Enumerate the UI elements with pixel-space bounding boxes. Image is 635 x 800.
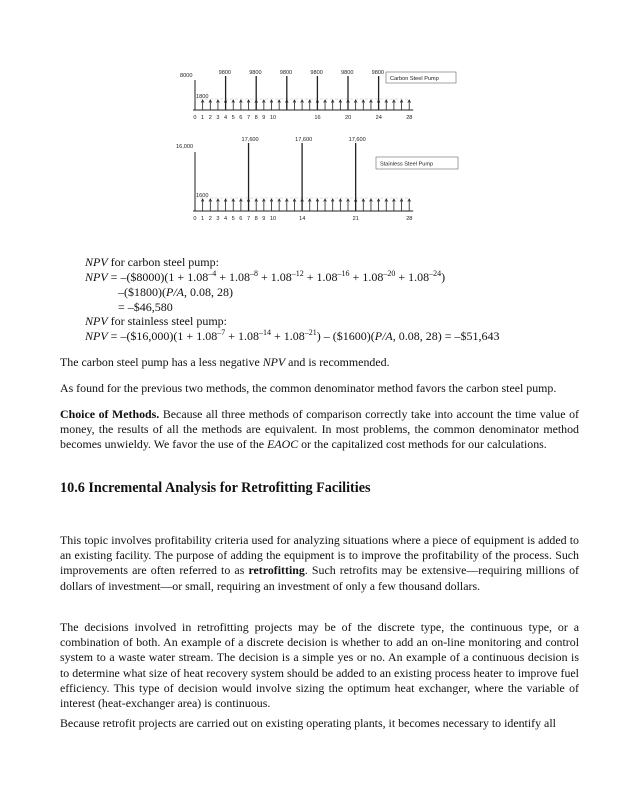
eq-text: = –($16,000)(1 + 1.08	[107, 329, 218, 343]
carbon-initial-cost-label: 8000	[180, 73, 193, 79]
replacement-cost-label: 17,600	[241, 137, 259, 143]
eq-text: )	[441, 270, 446, 284]
time-tick-label: 5	[231, 115, 235, 121]
run-in-heading: Choice of Methods.	[60, 407, 160, 421]
npv-symbol: NPV	[85, 314, 108, 328]
text: Because all three methods of comparison correctly take into account the time value of money, the results of all the methods are equivalent. In most problems, the common denominator method becomes unwieldy. We favor the use of the	[60, 407, 579, 452]
npv-carbon-result: = –$46,580	[118, 300, 173, 314]
paragraph-retrofitting-intro	[60, 533, 579, 594]
time-tick-label: 7	[246, 115, 251, 121]
exponent: –8	[249, 269, 258, 278]
npv-stainless-title-text: for stainless steel pump:	[107, 314, 227, 328]
time-tick-label: 4	[224, 216, 228, 222]
eq-text: , 0.08, 28) = –$51,643	[392, 329, 500, 343]
stainless-pump-label: Stainless Steel Pump	[380, 161, 434, 168]
exponent: –20	[383, 269, 396, 278]
time-tick-label: 4	[224, 115, 228, 121]
time-tick-label: 6	[239, 115, 243, 121]
replacement-cost-label: 9800	[249, 70, 262, 76]
time-tick-label: 20	[345, 115, 352, 121]
npv-carbon-title-text: for carbon steel pump:	[107, 255, 219, 269]
factor-symbol: P/A	[166, 285, 184, 299]
time-tick-label: 8	[254, 115, 258, 121]
eq-text: + 1.08	[395, 270, 430, 284]
time-tick-label: 24	[375, 115, 382, 121]
npv-carbon-equation-line1	[85, 270, 445, 285]
exponent: –21	[304, 328, 317, 337]
paragraph-choice-of-methods	[60, 407, 579, 453]
time-tick-label: 3	[216, 216, 220, 222]
time-tick-label: 21	[352, 216, 359, 222]
time-tick-label: 8	[254, 216, 258, 222]
exponent: –12	[291, 269, 304, 278]
time-tick-label: 16	[314, 115, 321, 121]
exponent: –24	[429, 269, 442, 278]
time-tick-label: 1	[201, 115, 205, 121]
npv-stainless-title	[85, 314, 227, 329]
replacement-cost-label: 9800	[279, 70, 293, 76]
time-tick-label: 3	[216, 115, 220, 121]
text: This topic involves profitability criteria used for analyzing situations where a piece of equipment is added to an existing facility. The purpose of adding the equipment is to improve the profitability of the process. Such improvements are often referred to as	[60, 533, 579, 578]
exponent: –16	[337, 269, 350, 278]
time-tick-label: 1	[201, 216, 205, 222]
time-tick-label: 7	[246, 216, 251, 222]
npv-carbon-equation-line2	[118, 285, 233, 300]
time-tick-label: 28	[406, 216, 413, 222]
eq-text: = –($8000)(1 + 1.08	[107, 270, 209, 284]
eq-text: ) – ($1600)(	[316, 329, 375, 343]
npv-symbol: NPV	[85, 329, 108, 343]
paragraph-retrofit-projects: Because retrofit projects are carried out on existing operating plants, it becomes necessary to identify all	[60, 716, 556, 730]
eq-text: + 1.08	[303, 270, 338, 284]
time-tick-label: 28	[406, 115, 413, 121]
npv-symbol: NPV	[85, 270, 108, 284]
time-tick-label: 0	[193, 216, 197, 222]
replacement-cost-label: 17,600	[295, 137, 313, 143]
stainless-steel-cash-flow-diagram	[170, 128, 470, 230]
exponent: –4	[208, 269, 217, 278]
eq-text: –($1800)(	[118, 285, 166, 299]
eq-text: + 1.08	[349, 270, 384, 284]
paragraph-decision-types: The decisions involved in retrofitting projects may be of the discrete type, the continuous type, or a combination of both. An example of a discrete decision is whether to add an on-line monitoring and control system to a waste water stream. The decision is a simple yes or no. An example of a continuous decision is to determine what size of heat recovery system should be added to an existing process heater to improve fuel efficiency. This type of decision would involve sizing the optimum heat exchanger, where the variable of interest (heat-exchanger area) is continuous.	[60, 620, 579, 711]
paragraph-common-denominator: As found for the previous two methods, the common denominator method favors the carbon steel pump.	[60, 381, 557, 395]
stainless-initial-cost-label: 16,000	[176, 144, 194, 150]
carbon-steel-cash-flow-diagram	[170, 60, 439, 128]
time-tick-label: 14	[299, 216, 306, 222]
factor-symbol: P/A	[374, 329, 393, 343]
npv-stainless-equation	[85, 329, 500, 344]
npv-carbon-title	[85, 255, 219, 270]
eq-text: + 1.08	[257, 270, 292, 284]
eq-text: + 1.08	[225, 329, 259, 343]
eq-text: + 1.08	[216, 270, 250, 284]
npv-symbol: NPV	[85, 255, 108, 269]
text: and is recommended.	[285, 355, 390, 369]
replacement-cost-label: 9800	[341, 70, 354, 76]
text: The carbon steel pump has a less negative	[60, 355, 263, 369]
time-tick-label: 5	[231, 216, 235, 222]
replacement-cost-label: 9800	[218, 70, 232, 76]
eq-text: + 1.08	[270, 329, 305, 343]
npv-symbol: NPV	[262, 355, 286, 369]
paragraph-recommendation	[60, 355, 579, 370]
exponent: –7	[217, 328, 226, 337]
replacement-cost-label: 9800	[310, 70, 323, 76]
time-tick-label: 2	[208, 216, 212, 222]
time-tick-label: 9	[262, 115, 266, 121]
time-tick-label: 2	[208, 115, 212, 121]
carbon-annual-cost-label: 1800	[196, 94, 209, 100]
stainless-annual-cost-label: 1600	[196, 193, 209, 199]
text: or the capitalized cost methods for our calculations.	[298, 437, 547, 452]
term-retrofitting: retrofitting	[248, 563, 305, 578]
exponent: –14	[258, 328, 271, 337]
replacement-cost-label: 9800	[371, 70, 385, 76]
eq-text: , 0.08, 28)	[184, 285, 233, 299]
section-heading: 10.6 Incremental Analysis for Retrofitting Facilities	[60, 480, 371, 496]
time-tick-label: 10	[269, 216, 277, 222]
text: . Such retrofits may be extensive—requiring millions of dollars of investment—or small, requiring an investment of only a few thousand dollars.	[60, 563, 579, 593]
time-tick-label: 9	[262, 216, 266, 222]
time-tick-label: 0	[193, 115, 197, 121]
time-tick-label: 10	[269, 115, 277, 121]
time-tick-label: 6	[239, 216, 243, 222]
replacement-cost-label: 17,600	[348, 137, 366, 143]
carbon-pump-label: Carbon Steel Pump	[390, 76, 439, 82]
eaoc-symbol: EAOC	[267, 437, 299, 452]
